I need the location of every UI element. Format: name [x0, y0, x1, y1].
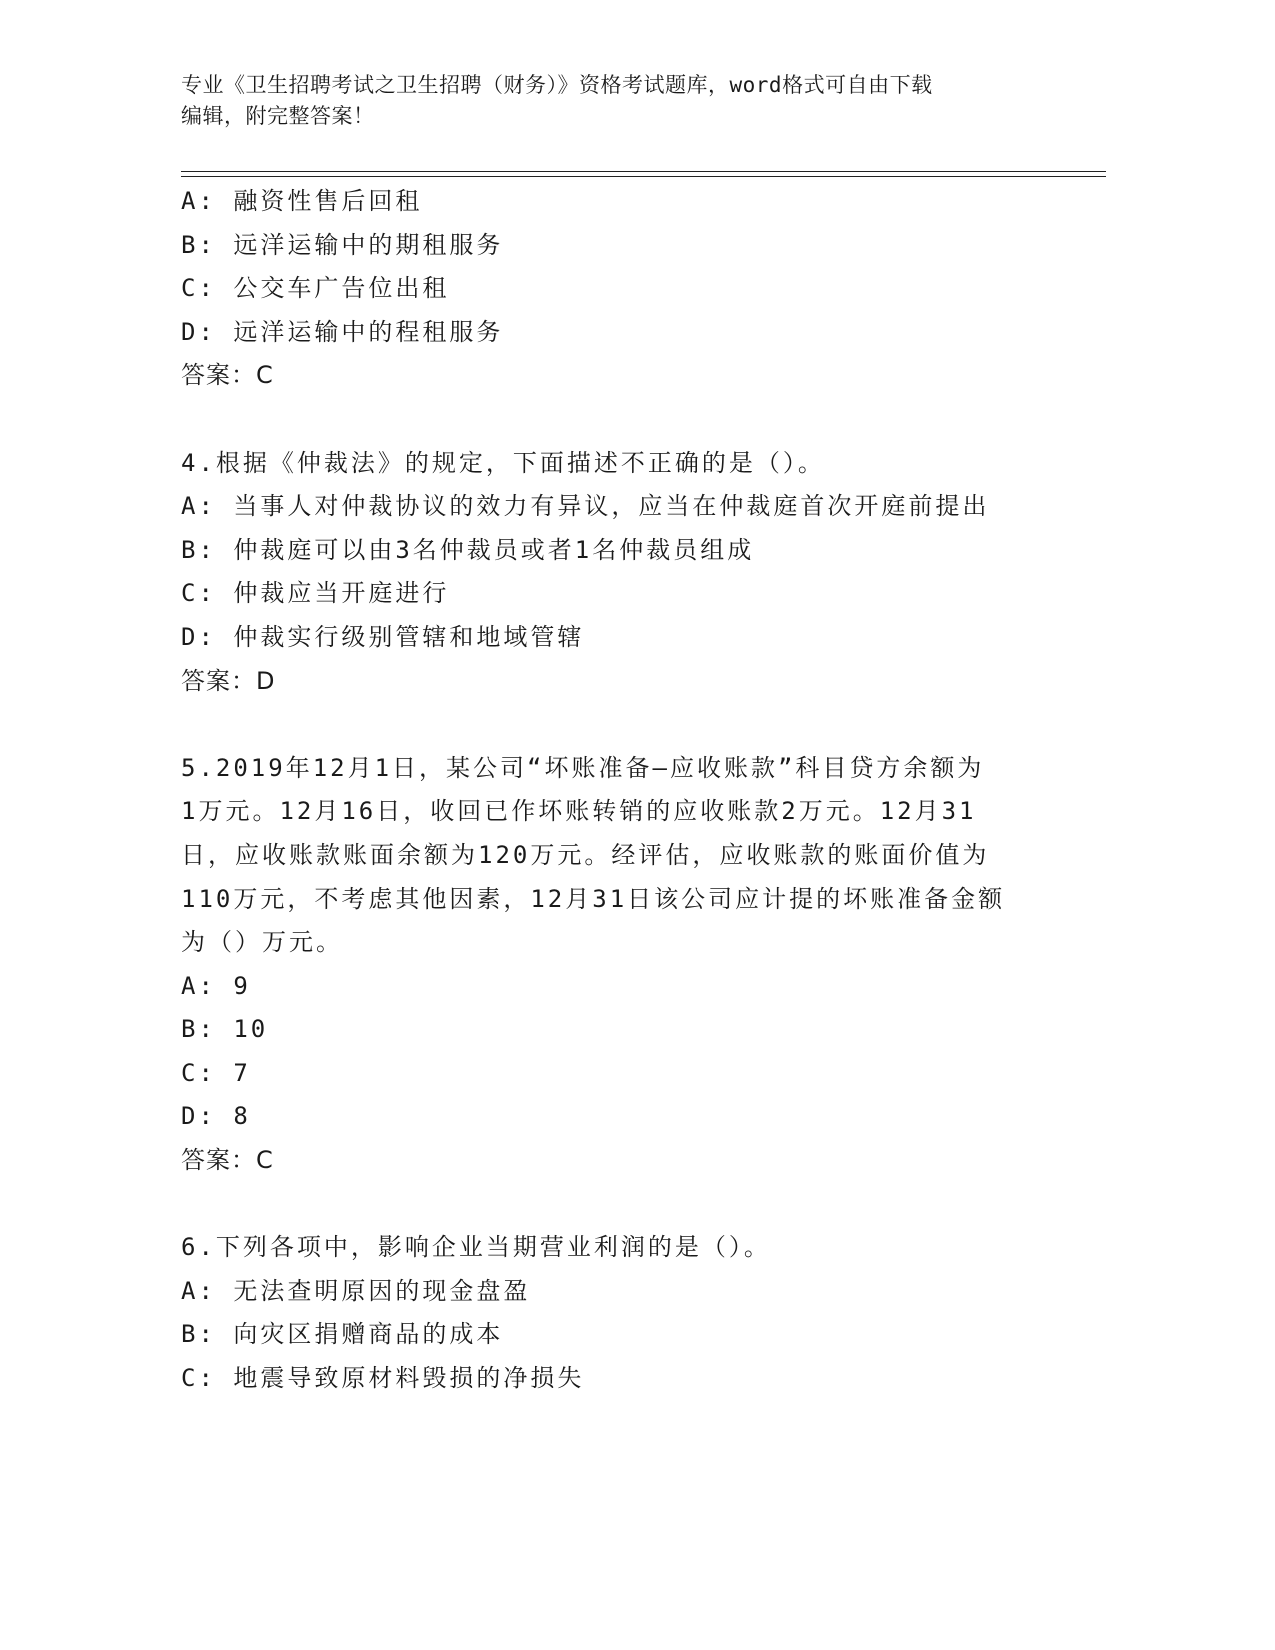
document-header — [181, 70, 1061, 132]
question-6 — [181, 1226, 1051, 1400]
answer: 答案：C — [181, 1146, 274, 1175]
spacer — [181, 703, 1051, 747]
option-d: D: 8 — [181, 1102, 251, 1131]
question-stem: 6.下列各项中，影响企业当期营业利润的是（）。 — [181, 1233, 771, 1262]
answer: 答案：D — [181, 666, 276, 695]
question-4 — [181, 442, 1051, 704]
option-b: B: 10 — [181, 1015, 269, 1044]
question-stem-line: 110万元，不考虑其他因素，12月31日该公司应计提的坏账准备金额 — [181, 884, 1006, 913]
question-stem-line: 为（）万元。 — [181, 928, 343, 957]
header-divider-bottom — [181, 176, 1106, 177]
option-b: B: 远洋运输中的期租服务 — [181, 230, 504, 259]
spacer — [181, 1183, 1051, 1227]
header-line-2: 编辑，附完整答案！ — [181, 104, 375, 128]
question-stem-line: 5.2019年12月1日，某公司“坏账准备—应收账款”科目贷方余额为 — [181, 753, 985, 782]
option-a: A: 融资性售后回租 — [181, 187, 423, 215]
option-c: C: 7 — [181, 1058, 251, 1087]
question-3 — [181, 180, 1051, 398]
option-c: C: 仲裁应当开庭进行 — [181, 579, 450, 608]
option-b: B: 向灾区捐赠商品的成本 — [181, 1320, 504, 1349]
question-stem-line: 日，应收账款账面余额为120万元。经评估，应收账款的账面价值为 — [181, 840, 990, 869]
answer: 答案：C — [181, 361, 274, 390]
question-5 — [181, 747, 1051, 1183]
option-d: D: 仲裁实行级别管辖和地域管辖 — [181, 622, 585, 651]
header-divider-top — [181, 171, 1106, 172]
header-line-1: 专业《卫生招聘考试之卫生招聘（财务）》资格考试题库，word格式可自由下载 — [181, 73, 933, 97]
option-c: C: 公交车广告位出租 — [181, 274, 450, 303]
question-list — [181, 180, 1051, 1401]
option-a: A: 无法查明原因的现金盘盈 — [181, 1276, 531, 1305]
spacer — [181, 398, 1051, 442]
option-d: D: 远洋运输中的程租服务 — [181, 317, 504, 346]
question-stem: 4.根据《仲裁法》的规定，下面描述不正确的是（）。 — [181, 448, 825, 477]
option-c: C: 地震导致原材料毁损的净损失 — [181, 1364, 585, 1393]
question-stem-line: 1万元。12月16日，收回已作坏账转销的应收账款2万元。12月31 — [181, 797, 977, 826]
option-a: A: 9 — [181, 971, 251, 1000]
option-b: B: 仲裁庭可以由3名仲裁员或者1名仲裁员组成 — [181, 535, 755, 564]
option-a: A: 当事人对仲裁协议的效力有异议，应当在仲裁庭首次开庭前提出 — [181, 492, 990, 521]
